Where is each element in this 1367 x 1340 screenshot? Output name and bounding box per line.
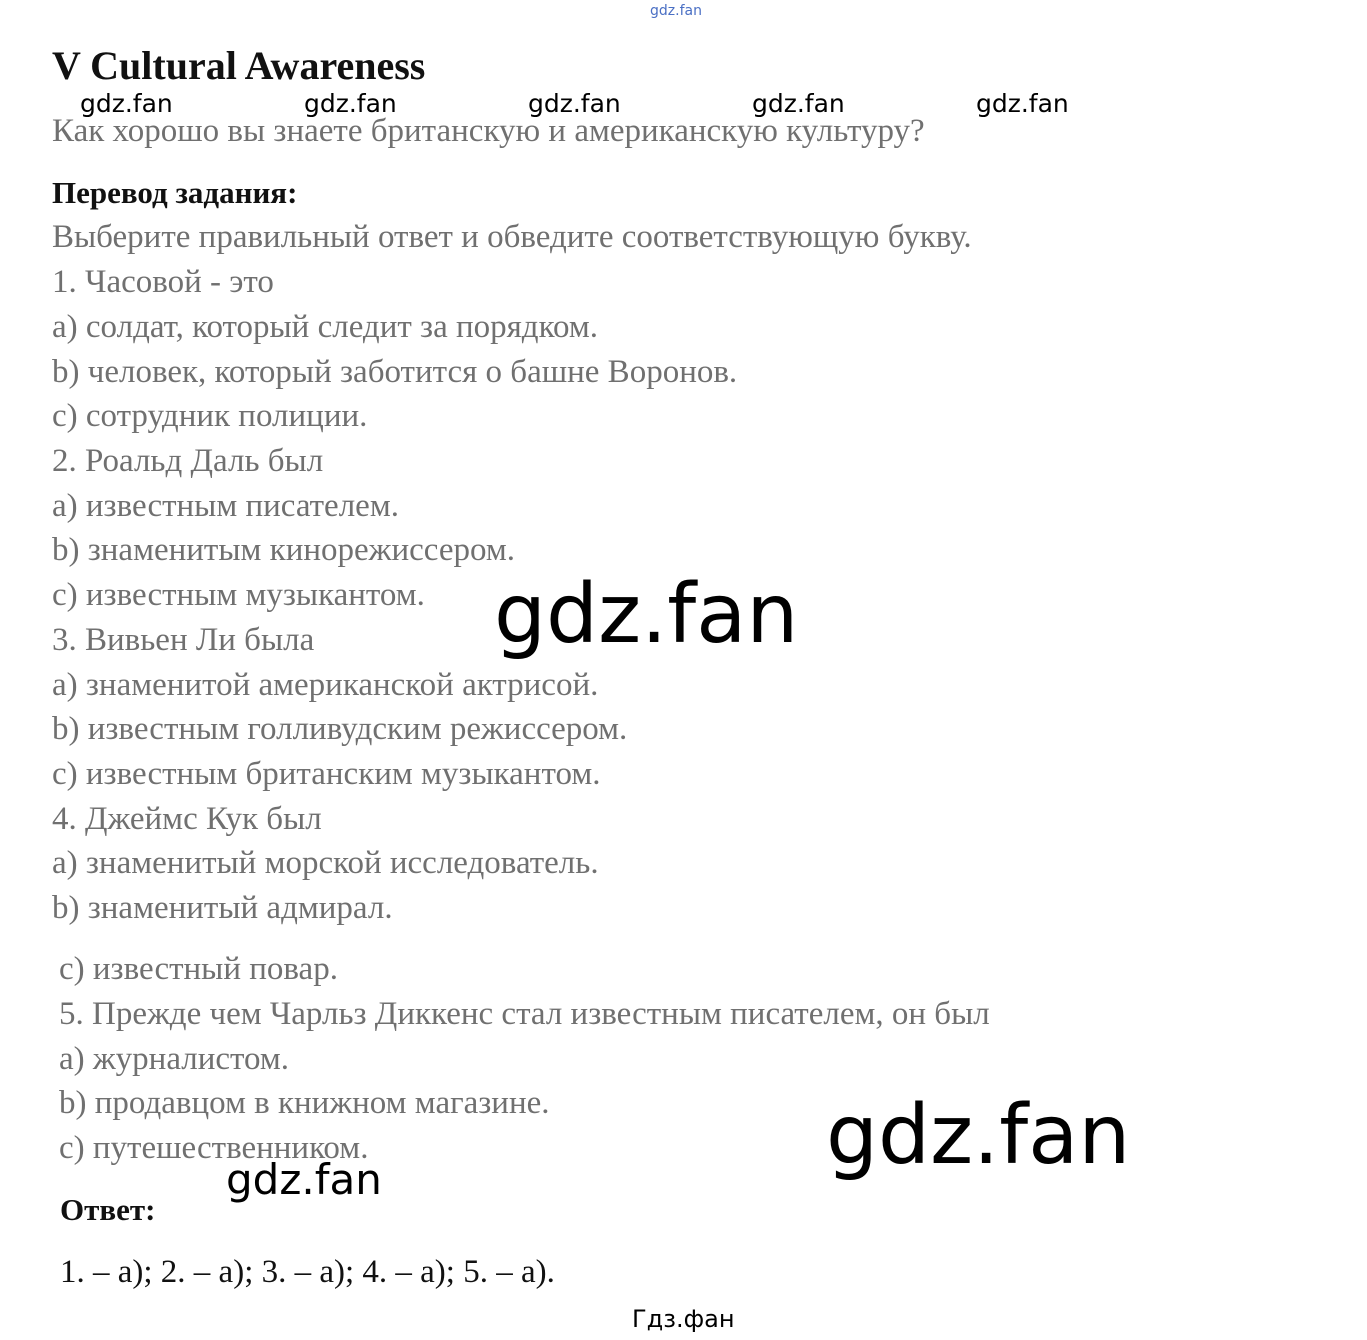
list-item: а) знаменитый морской исследователь. xyxy=(52,845,599,881)
list-item: с) известным музыкантом. xyxy=(52,577,425,613)
watermark-row-2: gdz.fan xyxy=(304,89,397,118)
list-item: а) журналистом. xyxy=(59,1041,290,1077)
watermark-row-3: gdz.fan xyxy=(528,89,621,118)
watermark-footer: Гдз.фан xyxy=(632,1305,735,1333)
watermark-center: gdz.fan xyxy=(494,567,799,662)
list-item: с) путешественником. xyxy=(59,1130,369,1166)
list-item: а) знаменитой американской актрисой. xyxy=(52,667,599,703)
list-item: с) известным британским музыкантом. xyxy=(52,756,601,792)
watermark-right: gdz.fan xyxy=(826,1088,1131,1183)
list-item: 2. Роальд Даль был xyxy=(52,443,324,479)
list-item: 3. Вивьен Ли была xyxy=(52,622,315,658)
watermark-row-5: gdz.fan xyxy=(976,89,1069,118)
list-item: а) солдат, который следит за порядком. xyxy=(52,309,598,345)
list-item: 5. Прежде чем Чарльз Диккенс стал известным писателем, он был xyxy=(59,996,990,1032)
translation-heading: Перевод задания: xyxy=(52,175,298,210)
list-item: b) знаменитым кинорежиссером. xyxy=(52,532,515,568)
list-item: 1. Часовой - это xyxy=(52,264,274,300)
watermark-top: gdz.fan xyxy=(650,3,702,19)
watermark-row-4: gdz.fan xyxy=(752,89,845,118)
list-item: с) известный повар. xyxy=(59,951,338,987)
answer-text: 1. – а); 2. – а); 3. – а); 4. – а); 5. – а). xyxy=(60,1254,555,1290)
list-item: а) известным писателем. xyxy=(52,488,399,524)
intro-text: Как хорошо вы знаете британскую и американскую культуру? xyxy=(52,113,925,149)
list-item: b) известным голливудским режиссером. xyxy=(52,711,628,747)
list-item: с) сотрудник полиции. xyxy=(52,398,368,434)
watermark-row-1: gdz.fan xyxy=(80,89,173,118)
list-item: 4. Джеймс Кук был xyxy=(52,801,322,837)
watermark-mid-left: gdz.fan xyxy=(226,1155,382,1204)
list-item: b) человек, который заботится о башне Воронов. xyxy=(52,354,738,390)
answer-heading: Ответ: xyxy=(60,1192,156,1227)
list-item: b) продавцом в книжном магазине. xyxy=(59,1085,550,1121)
page-title: V Cultural Awareness xyxy=(52,43,426,88)
instruction-text: Выберите правильный ответ и обведите соответствующую букву. xyxy=(52,219,972,255)
list-item: b) знаменитый адмирал. xyxy=(52,890,393,926)
